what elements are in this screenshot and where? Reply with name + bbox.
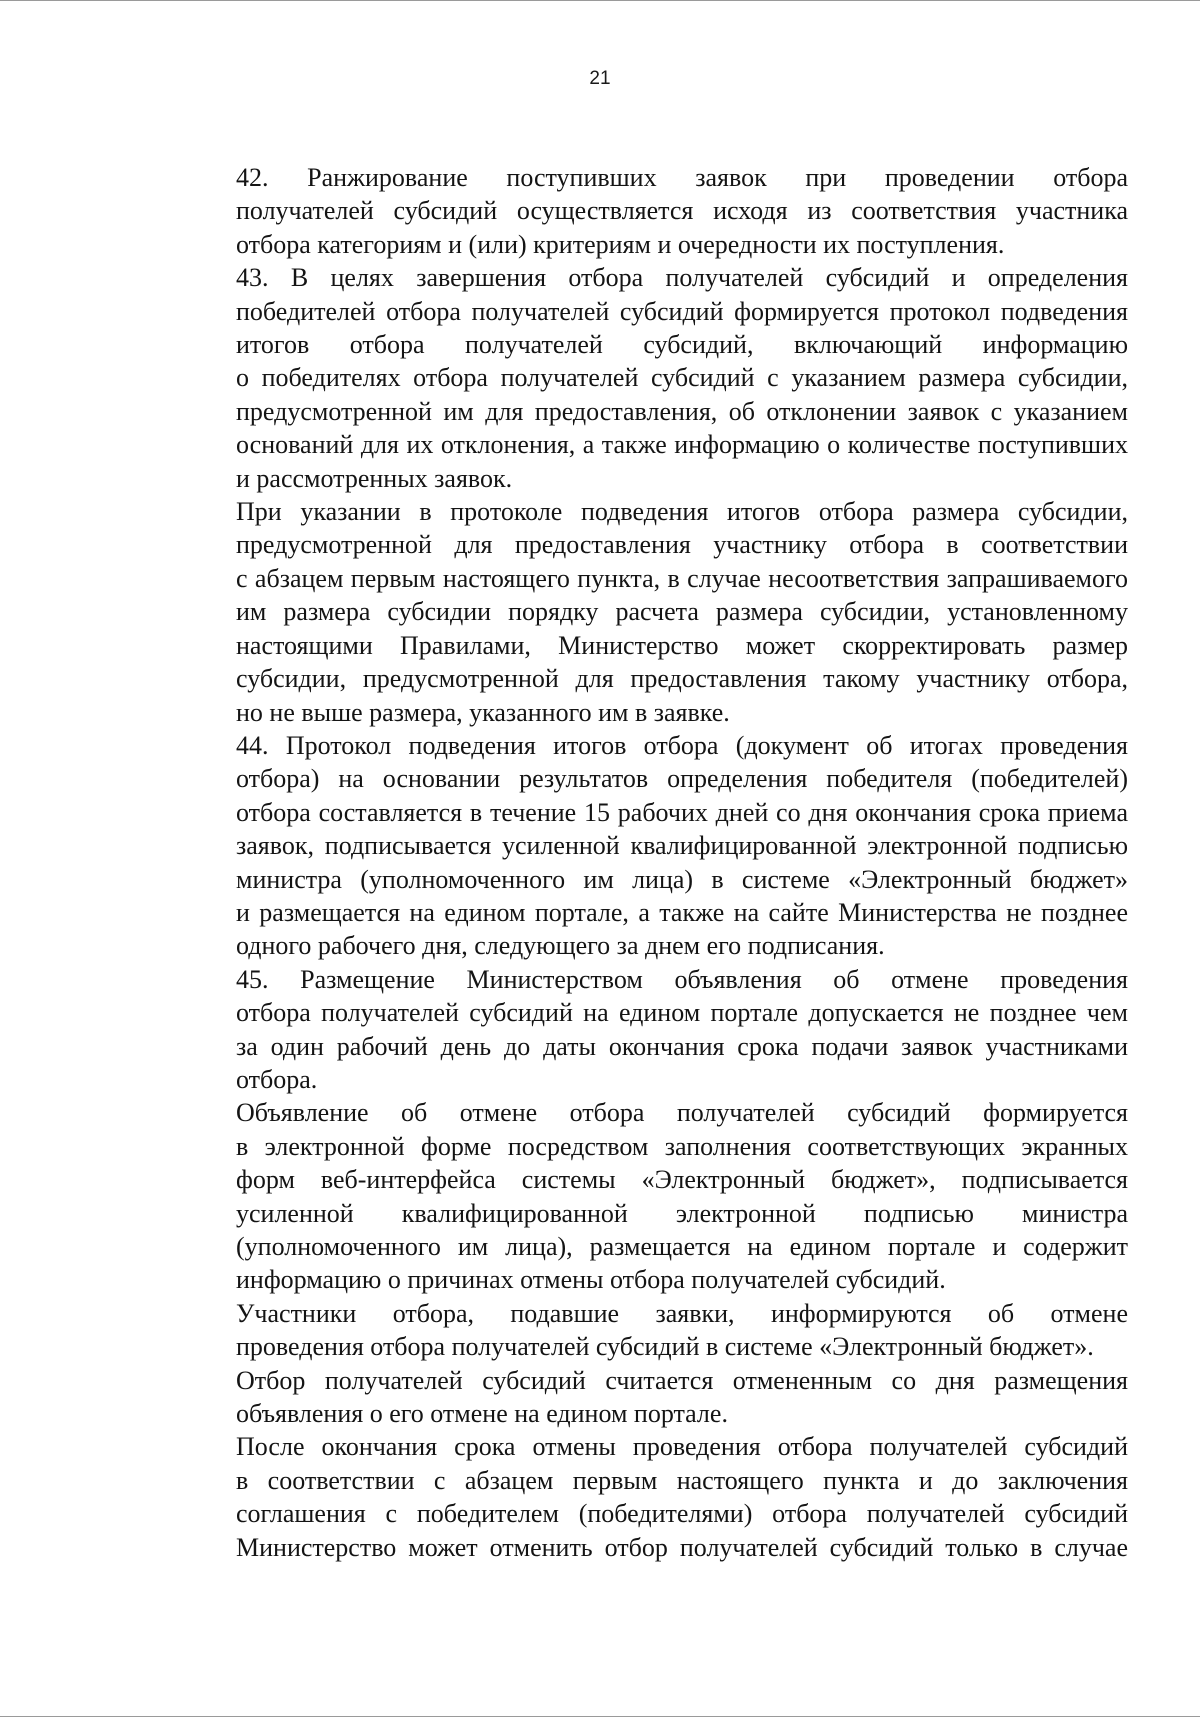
text-line: министра (уполномоченного им лица) в системе «Электронный бюджет»	[236, 864, 1128, 894]
text-line: 43. В целях завершения отбора получателей субсидий и определения	[236, 263, 1128, 293]
text-line: но не выше размера, указанного им в заявке.	[236, 697, 730, 727]
text-line: и рассмотренных заявок.	[236, 463, 513, 493]
text-line: получателей субсидий осуществляется исходя из соответствия участника	[236, 196, 1128, 226]
text-line: При указании в протоколе подведения итогов отбора размера субсидии,	[236, 497, 1128, 527]
paragraph	[164, 261, 1128, 495]
text-line: отбора составляется в течение 15 рабочих дней со дня окончания срока приема	[236, 797, 1128, 827]
paragraph	[164, 1430, 1128, 1564]
text-line: победителей отбора получателей субсидий формируется протокол подведения	[236, 296, 1128, 326]
text-line: и размещается на едином портале, а также на сайте Министерства не позднее	[236, 897, 1128, 927]
text-line: После окончания срока отмены проведения отбора получателей субсидий	[236, 1432, 1128, 1462]
text-line: предусмотренной им для предоставления, об отклонении заявок с указанием	[236, 396, 1128, 426]
text-line: Отбор получателей субсидий считается отмененным со дня размещения	[236, 1365, 1128, 1395]
text-line: Объявление об отмене отбора получателей субсидий формируется	[236, 1098, 1128, 1128]
text-line: за один рабочий день до даты окончания срока подачи заявок участниками	[236, 1031, 1128, 1061]
paragraph	[164, 963, 1128, 1097]
text-line: отбора получателей субсидий на едином портале допускается не позднее чем	[236, 998, 1128, 1028]
paragraph	[164, 729, 1128, 963]
document-body	[164, 161, 1128, 1564]
paragraph	[164, 1297, 1128, 1364]
paragraph	[164, 495, 1128, 729]
text-line: итогов отбора получателей субсидий, включающий информацию	[236, 330, 1128, 360]
text-line: предусмотренной для предоставления участнику отбора в соответствии	[236, 530, 1128, 560]
paragraph	[164, 161, 1128, 261]
text-line: (уполномоченного им лица), размещается на едином портале и содержит	[236, 1232, 1128, 1261]
text-line: отбора.	[236, 1064, 318, 1094]
text-line: усиленной квалифицированной электронной подписью министра	[236, 1198, 1128, 1228]
text-line: 45. Размещение Министерством объявления об отмене проведения	[236, 964, 1128, 994]
text-line: форм веб-интерфейса системы «Электронный бюджет», подписывается	[236, 1165, 1128, 1195]
text-line: отбора) на основании результатов определения победителя (победителей)	[236, 764, 1128, 794]
text-line: объявления о его отмене на едином портале.	[236, 1399, 728, 1429]
text-line: одного рабочего дня, следующего за днем его подписания.	[236, 931, 885, 961]
text-line: оснований для их отклонения, а также информацию о количестве поступивших	[236, 430, 1128, 460]
text-line: с абзацем первым настоящего пункта, в случае несоответствия запрашиваемого	[236, 563, 1128, 593]
text-line: соглашения с победителем (победителями) отбора получателей субсидий	[236, 1499, 1128, 1529]
text-line: 44. Протокол подведения итогов отбора (документ об итогах проведения	[236, 730, 1128, 760]
text-line: им размера субсидии порядку расчета размера субсидии, установленному	[236, 597, 1128, 627]
text-line: настоящими Правилами, Министерство может скорректировать размер	[236, 630, 1128, 660]
text-line: Участники отбора, подавшие заявки, информируются об отмене	[236, 1298, 1128, 1328]
text-line: субсидии, предусмотренной для предоставления такому участнику отбора,	[236, 664, 1128, 694]
text-line: отбора категориям и (или) критериям и очередности их поступления.	[236, 229, 1005, 259]
text-line: проведения отбора получателей субсидий в системе «Электронный бюджет».	[236, 1332, 1094, 1362]
page-number: 21	[589, 68, 611, 89]
text-line: о победителях отбора получателей субсидий с указанием размера субсидии,	[236, 363, 1128, 393]
scan-edge-top	[0, 0, 1200, 1]
text-line: в электронной форме посредством заполнения соответствующих экранных	[236, 1131, 1128, 1161]
text-line: заявок, подписывается усиленной квалифицированной электронной подписью	[236, 831, 1128, 861]
text-line: в соответствии с абзацем первым настоящего пункта и до заключения	[236, 1465, 1128, 1495]
text-line: Министерство может отменить отбор получателей субсидий только в случае	[236, 1532, 1128, 1562]
text-line: 42. Ранжирование поступивших заявок при проведении отбора	[236, 163, 1128, 192]
paragraph	[164, 1096, 1128, 1296]
text-line: информацию о причинах отмены отбора получателей субсидий.	[236, 1265, 946, 1295]
paragraph	[164, 1364, 1128, 1431]
